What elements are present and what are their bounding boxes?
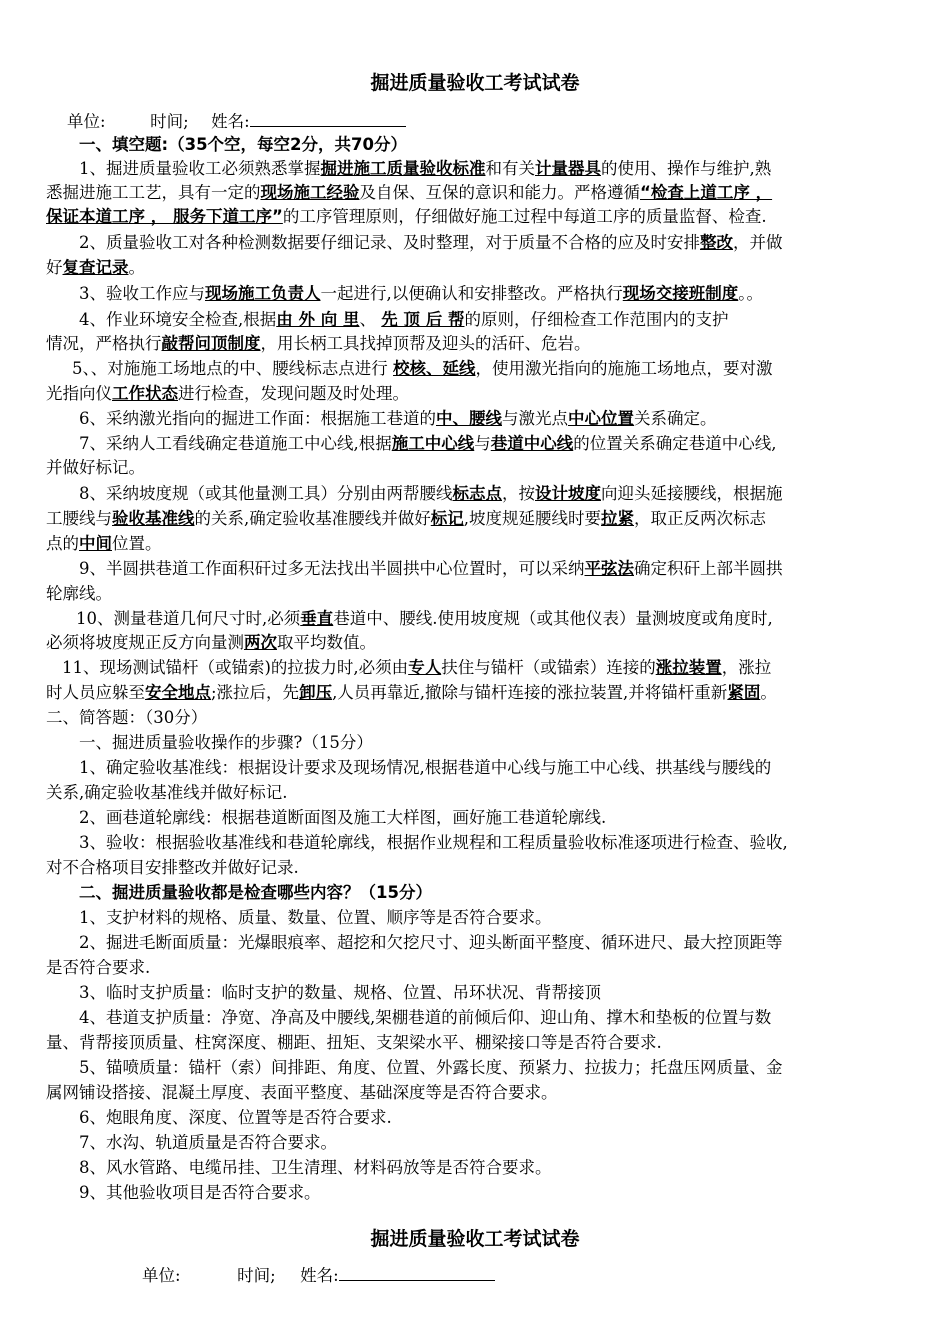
qb-line8: 属网铺设搭接、混凝土厚度、表面平整度、基础深度等是否符合要求。 [46,1083,558,1102]
qa-title: 一、掘进质量验收操作的步骤?（15分） [79,733,373,752]
name-blank [250,110,406,127]
q4-line2: 情况，严格执行敲帮问顶制度，用长柄工具找掉顶帮及迎头的活矸、危岩。 [46,334,591,353]
q8-line1: 8、采纳坡度规（或其他量测工具）分别由两帮腰线标志点，按设计坡度向迎头延接腰线，根据施 [79,484,783,503]
exam-title-repeat: 掘进质量验收工考试试卷 [370,1228,580,1250]
qa-line1: 1、确定验收基准线：根据设计要求及现场情况,根据巷道中心线与施工中心线、拱基线与腰线的 [79,758,772,777]
q4-line1: 4、作业环境安全检查,根据由 外 向 里、 先 顶 后 帮的原则，仔细检查工作范围内的支护 [79,310,729,329]
name-blank-repeat [339,1264,495,1281]
qa-line3: 2、画巷道轮廓线：根据巷道断面图及施工大样图，画好施工巷道轮廓线. [79,808,607,827]
q1-line1: 1、掘进质量验收工必须熟悉掌握掘进施工质量验收标准和有关计量器具的使用、操作与维护,熟 [79,159,772,178]
exam-title: 掘进质量验收工考试试卷 [370,72,580,94]
q8-line2: 工腰线与验收基准线的关系,确定验收基准腰线并做好标记,坡度规延腰线时要拉紧，取正反两次标志 [46,509,766,528]
q7-line1: 7、采纳人工看线确定巷道施工中心线,根据施工中心线与巷道中心线的位置关系确定巷道中心线, [79,434,777,453]
qb-line10: 7、水沟、轨道质量是否符合要求。 [79,1133,337,1152]
qb-line7: 5、锚喷质量：锚杆（索）间排距、角度、位置、外露长度、预紧力、拉拔力；托盘压网质量、金 [79,1058,783,1077]
qa-line2: 关系,确定验收基准线并做好标记. [46,783,288,802]
unit-label: 单位: [67,112,106,131]
q10-line1: 10、测量巷道几何尺寸时,必须垂直巷道中、腰线.使用坡度规（或其他仪表）量测坡度或角度时, [76,609,773,628]
q1-line3: 保证本道工序 ， 服务下道工序”的工序管理原则，仔细做好施工过程中每道工序的质量监督、检查. [46,207,767,226]
q9-line2: 轮廓线。 [46,584,112,603]
header-info [67,108,406,132]
qb-line5: 4、巷道支护质量：净宽、净高及中腰线,架棚巷道的前倾后仰、迎山角、撑木和垫板的位置与数 [79,1008,772,1027]
q11-line1: 11、现场测试锚杆（或锚索)的拉拔力时,必须由专人扶住与锚杆（或锚索）连接的涨拉装置，涨拉 [62,658,772,677]
name-label: 姓名: [211,112,250,131]
qb-line9: 6、炮眼角度、深度、位置等是否符合要求. [79,1108,392,1127]
qb-line1: 1、支护材料的规格、质量、数量、位置、顺序等是否符合要求。 [79,908,552,927]
qb-line4: 3、临时支护质量：临时支护的数量、规格、位置、吊环状况、背帮接顶 [79,983,601,1002]
name-label-repeat: 姓名: [300,1266,339,1285]
section2-heading: 二、简答题：（30分） [46,708,208,727]
time-label-repeat: 时间; [237,1266,276,1285]
section1-heading: 一、填空题:（35个空，每空2分，共70分） [79,135,408,154]
q9-line1: 9、半圆拱巷道工作面积矸过多无法找出半圆拱中心位置时，可以采纳平弦法确定积矸上部半圆拱 [79,559,783,578]
qb-line12: 9、其他验收项目是否符合要求。 [79,1183,321,1202]
qb-line6: 量、背帮接顶质量、柱窝深度、棚距、扭矩、支架梁水平、棚梁接口等是否符合要求. [46,1033,662,1052]
header-info-repeat [142,1262,495,1286]
qa-line5: 对不合格项目安排整改并做好记录. [46,858,299,877]
q3-line1: 3、验收工作应与现场施工负责人一起进行,以便确认和安排整改。严格执行现场交接班制度。。 [79,284,763,303]
q1-line2: 悉掘进施工工艺，具有一定的现场施工经验及自保、互保的意识和能力。严格遵循“检查上道工序 ， [46,183,773,202]
qa-line4: 3、验收：根据验收基准线和巷道轮廓线，根据作业规程和工程质量验收标准逐项进行检查、验收, [79,833,788,852]
q8-line3: 点的中间位置。 [46,534,162,553]
q2-line2: 好复查记录。 [46,258,145,277]
qb-line3: 是否符合要求. [46,958,151,977]
qb-title: 二、掘进质量验收都是检查哪些内容？（15分） [79,883,432,902]
qb-line2: 2、掘进毛断面质量：光爆眼痕率、超挖和欠挖尺寸、迎头断面平整度、循环进尺、最大控顶距等 [79,933,783,952]
q5-line2: 光指向仪工作状态进行检查，发现问题及时处理。 [46,384,409,403]
q7-line2: 并做好标记。 [46,458,145,477]
q2-line1: 2、质量验收工对各种检测数据要仔细记录、及时整理，对于质量不合格的应及时安排整改，并做 [79,233,783,252]
qb-line11: 8、风水管路、电缆吊挂、卫生清理、材料码放等是否符合要求。 [79,1158,552,1177]
q10-line2: 必须将坡度规正反方向量测两次取平均数值。 [46,633,376,652]
q11-line2: 时人员应躲至安全地点;涨拉后，先卸压,人员再靠近,撤除与锚杆连接的涨拉装置,并将锚杆重新紧固。 [46,683,777,702]
time-label: 时间; [150,112,189,131]
q6-line1: 6、采纳激光指向的掘进工作面：根据施工巷道的中、腰线与激光点中心位置关系确定。 [79,409,717,428]
unit-label-repeat: 单位: [142,1266,181,1285]
q5-line1: 5、、对施施工场地点的中、腰线标志点进行 校核、延线，使用激光指向的施施工场地点，要对激 [72,359,773,378]
